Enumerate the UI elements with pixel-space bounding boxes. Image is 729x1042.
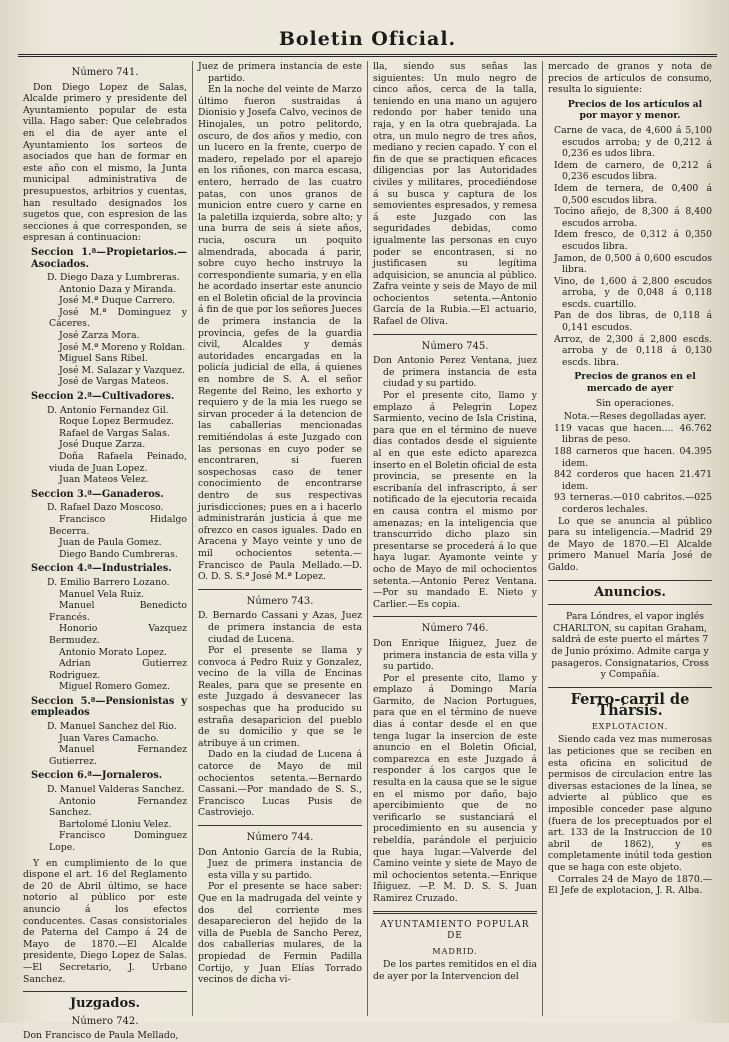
list-item: Honorio Vazquez Bermudez. xyxy=(49,623,187,646)
section-2-names xyxy=(23,405,187,486)
notice-number-745: Número 745. xyxy=(421,340,489,352)
notice-742-heading: Juez de primera instancia de este partido. xyxy=(198,61,362,84)
ayuntamiento-body: De los partes remitidos en el dia de ayer por la Intervencion del xyxy=(373,959,537,982)
list-item: Doña Rafaela Peinado, viuda de Juan Lopez. xyxy=(49,451,187,474)
section-4-names xyxy=(23,577,187,693)
section-1-heading: Seccion 1.ª—Propietarios.—Asociados. xyxy=(31,246,187,270)
prices-list xyxy=(548,125,712,368)
divider xyxy=(548,580,712,581)
list-item: Manuel Fernandez Gutierrez. xyxy=(49,744,187,767)
notice-743-body: Por el presente se llama y convoca á Pedro Ruiz y Gonzalez, vecino de la villa de Encinas Reales, para que se presente en este Juzgado á desvanecer las sospechas que ha producido su estraña desaparicion del pueblo de su domicilio y que se le atribuye á un crimen. xyxy=(198,645,362,749)
ayuntamiento-heading: AYUNTAMIENTO POPULAR DE xyxy=(380,919,530,942)
list-item: D. Emilio Barrero Lozano. xyxy=(47,576,170,588)
notice-746-heading: Don Enrique Iñiguez, Juez de primera instancia de esta villa y su partido. xyxy=(373,637,537,673)
list-item: Arroz, de 2,300 á 2,800 escds. arroba y de 0,118 á 0,130 escds. libra. xyxy=(554,333,712,368)
notice-741-intro: Don Diego Lopez de Salas, Alcalde primero y presidente del Ayuntamiento popular de esta villa. Hago saber: Que celebrados en el dia de ayer ante el Ayuntamiento los sorteos de asociados que han de formar en este año con el mismo, la Junta municipal administrativa de presupuestos, arbitrios y cuentas, han resultado designados los sugetos que, con espresion de las secciones á que corresponden, se espresan á continuacion: xyxy=(23,81,187,244)
notice-746-body: Por el presente cito, llamo y emplazo á Domingo María Garmito, de Nacion Portugues, para que en el término de nueve dias á contar desde el en que tenga lugar la insercion de este anuncio en el Boletin Oficial, comparezca en este Juzgado á responder á los cargos que le resulta en la causa que se le sigue en el mismo por daño, bajo apercibimiento que de no verificarlo se sustanciará el procedimiento en su ausencia y rebeldía, parándole el perjuicio que haya lugar.—Valverde del Camino veinte y siete de Mayo de mil ochocientos setenta.—Enrique Iñiguez. —P. M. D. S. S. Juan Ramirez Cruzado. xyxy=(373,672,537,904)
notice-745-body: Por el presente cito, llamo y emplazo á Pelegrin Lopez Sarmiento, vecino de Isla Cristina, para que en el término de nueve dias contados desde el siguiente al en que este edicto aparezca inserto en el Boletin oficial de esta provincia, se presente en la escribanía del infrascripto, á ser notificado de la ejecutoria recaida en causa contra el mismo por amenazas; en la inteligencia que transcurrido dicho plazo sin presentarse se procederá á lo que haya lugar. Ayamonte veinte y ocho de Mayo de mil ochocientos setenta.—Antonio Perez Ventana.—Por su mandado E. Nieto y Carlier.—Es copia. xyxy=(373,390,537,610)
list-item: José Zarza Mora. xyxy=(59,330,140,342)
list-item: José M. Salazar y Vazquez. xyxy=(59,364,186,376)
list-item: José de Vargas Mateos. xyxy=(59,376,169,388)
notice-745-heading: Don Antonio Perez Ventana, juez de primera instancia de esta ciudad y su partido. xyxy=(373,355,537,390)
list-item: 93 terneras.—010 cabritos.—025 corderos lechales. xyxy=(554,492,712,515)
notice-number-746: Número 746. xyxy=(421,623,489,635)
list-item: Miguel Romero Gomez. xyxy=(59,681,170,693)
section-5-names xyxy=(23,721,187,767)
list-item: Miguel Sans Ribel. xyxy=(59,353,148,365)
divider xyxy=(23,991,187,992)
section-title-anuncios: Anuncios. xyxy=(594,584,666,600)
list-item: D. Rafael Dazo Moscoso. xyxy=(47,502,164,514)
section-5-heading: Seccion 5.ª—Pensionistas y empleados xyxy=(31,695,187,719)
list-item: Jamon, de 0,500 á 0,600 escudos libra. xyxy=(554,252,712,276)
list-item: Carne de vaca, de 4,600 á 5,100 escudos arroba; y de 0,212 á 0,236 es udos libra. xyxy=(554,124,712,160)
no-operations: Sin operaciones. xyxy=(595,397,675,409)
list-item: 188 carneros que hacen. 04.395 idem. xyxy=(554,446,712,469)
list-item: Idem de ternera, de 0,400 á 0,500 escudos libra. xyxy=(554,182,712,206)
list-item: Rafael de Vargas Salas. xyxy=(59,427,170,439)
divider xyxy=(373,334,537,335)
section-1-names xyxy=(23,272,187,388)
section-4-heading: Seccion 4.ª—Industriales. xyxy=(31,563,172,575)
list-item: Antonio Daza y Miranda. xyxy=(59,283,177,295)
divider xyxy=(373,616,537,617)
list-item: Idem de carnero, de 0,212 á 0,236 escudos libra. xyxy=(554,159,712,183)
list-item: Adrian Gutierrez Rodriguez. xyxy=(49,658,187,681)
divider xyxy=(548,604,712,605)
list-item: Manuel Benedicto Francés. xyxy=(49,600,187,623)
notice-743-heading: D. Bernardo Cassani y Azas, Juez de primera instancia de esta ciudad de Lucena. xyxy=(198,610,362,645)
section-3-heading: Seccion 3.ª—Ganaderos. xyxy=(31,488,164,500)
list-item: Juan Mateos Velez. xyxy=(59,474,149,486)
notice-743-closing: Dado en la ciudad de Lucena á catorce de Mayo de mil ochocientos setenta.—Bernardo Cassani.—Por mandado de S. S., Francisco Lucas Pusis de Castroviejo. xyxy=(198,749,362,819)
notice-744-body: Por el presente se hace saber: Que en la madrugada del veinte y dos del corriente mes desaparecieron del hejido de la villa de Puebla de Sancho Perez, dos caballerias mulares, de la propiedad de Fermin Padilla Cortijo, y Juan Elías Torrado vecinos de dicha vi- xyxy=(198,881,362,986)
masthead: Boletin Oficial. xyxy=(278,28,457,50)
list-item: Antonio Morato Lopez. xyxy=(59,646,168,658)
section-2-heading: Seccion 2.ª—Cultivadores. xyxy=(31,391,175,403)
section-3-names xyxy=(23,502,187,560)
column-4 xyxy=(543,61,717,1016)
list-item: Vino, de 1,600 á 2,800 escudos arroba, y de 0,048 á 0,118 escds. cuartillo. xyxy=(554,275,712,310)
column-1 xyxy=(18,61,193,1042)
list-item: Roque Lopez Bermudez. xyxy=(59,416,174,428)
list-item: D. Manuel Sanchez del Rio. xyxy=(47,721,177,733)
list-item: D. Manuel Valderas Sanchez. xyxy=(47,784,185,796)
slaughter-list xyxy=(548,423,712,516)
section-6-names xyxy=(23,784,187,854)
ayuntamiento-city: MADRID. xyxy=(432,946,478,956)
railway-subtitle: EXPLOTACION. xyxy=(591,721,669,731)
list-item: D. Antonio Fernandez Gil. xyxy=(47,404,169,416)
grain-prices-title: Precios de granos en el mercado de ayer xyxy=(574,371,696,395)
railway-signature: Corrales 24 de Mayo de 1870.—El Jefe de explotacion, J. R. Alba. xyxy=(548,873,712,897)
divider xyxy=(198,825,362,826)
slaughter-title: Nota.—Reses degolladas ayer. xyxy=(563,411,707,423)
notice-741-closing: Y en cumplimiento de lo que dispone el art. 16 del Reglamento de 20 de Abril último, se hace notorio al público por este anuncio á los efectos conducentes. Casas consistoriales de Paterna del Campo á 24 de Mayo de 1870.—El Alcalde presidente, Diego Lopez de Salas.—El Secretario, J. Urbano Sanchez. xyxy=(23,857,187,985)
list-item: 119 vacas que hacen.... 46.762 libras de peso. xyxy=(554,422,712,446)
divider xyxy=(548,687,712,688)
list-item: José M.ª Moreno y Roldan. xyxy=(59,341,186,353)
notice-744-heading: Don Antonio García de la Rubia, Juez de primera instancia de esta villa y su partido. xyxy=(198,846,362,881)
notice-number-744: Número 744. xyxy=(246,832,314,843)
section-title-juzgados: Juzgados. xyxy=(69,996,141,1012)
list-item: Antonio Fernandez Sanchez. xyxy=(49,795,187,819)
notice-742-body: En la noche del veinte de Marzo último fueron sustraidas á Dionisio y Josefa Calvo, vecinos de Hinojales, un potro pelitordo, oscuro, de dos años y medio, con un lucero en la frente, cuerpo de madero, repelado por el aparejo en los riñones, con marca escasa, entero, herrado de las cuatro patas, con unos granos de municion entre cuero y carne en la paletilla izquierda, sobre alto; y una burra de seis á siete años, rucia, oscura un poquito almendrada, abocada á parir, sobre cuyo hecho instruyo la correspondiente sumaria, y en ella he acordado insertar este anuncio en el Boletin oficial de la provincia á fin de que por los señores Jueces de primera instancia de la provincia, gefes de la guardia civil, Alcaldes y demás autoridades encargadas en la policía judicial de ella, á quienes en nombre de S. A. el señor Regente del Reino, les exhorto y requiero y de la mia les ruego se sirvan proceder á la detencion de las caballerias mencionadas remitiéndolas á este Juzgado con las personas en cuyo poder se encontraren, si fueren sospechosas caso de tener conocimiento de encontrarse dentro de sus respectivas jurisdicciones; pues en a i hacerlo administrarán justicia á que me ofrezco en casos iguales. Dado en Aracena y Mayo veinte y uno de mil ochocientos setenta.—Francisco de Paula Mellado.—D. O. D. S. S.ª José M.ª Lopez. xyxy=(198,84,362,583)
list-item: Juan Vares Camacho. xyxy=(59,732,159,744)
divider xyxy=(198,589,362,590)
ship-advert: Para Lóndres, el vapor inglés CHARLTON, su capitan Graham, saldrá de este puerto el mártes 7 de Junio próximo. Admite carga y pasageros. Consignatarios, Cross y Compañía. xyxy=(551,611,709,681)
column-2 xyxy=(193,61,368,1016)
column-3 xyxy=(368,61,543,1016)
railway-title: Ferro-carril de Thársis. xyxy=(570,690,690,720)
list-item: Bartolomé Lloniu Velez. xyxy=(59,818,172,830)
list-item: Juan de Paula Gomez. xyxy=(59,537,162,549)
notice-number-741: Número 741. xyxy=(71,67,139,78)
section-6-heading: Seccion 6.ª—Jornaleros. xyxy=(31,770,163,782)
divider xyxy=(373,911,537,914)
notice-number-742: Número 742. xyxy=(71,1015,139,1027)
list-item: Francisco Dominguez Lope. xyxy=(49,830,187,853)
list-item: José M.ª Duque Carrero. xyxy=(59,295,176,307)
list-item: Diego Bando Cumbreras. xyxy=(59,548,178,560)
list-item: Pan de dos libras, de 0,118 á 0,141 escudos. xyxy=(554,310,712,334)
notice-744-continued: lla, siendo sus señas las siguientes: Un mulo negro de cinco años, cerca de la talla, teniendo en una mano un agujero redondo por haber tenido una raja, y en la otra quebrajada. La otra, un mulo negro de tres años, mediano y recien capado. Y con el fin de que se practiquen eficaces diligencias por las Autoridades civiles y militares, procediéndose á su busca y captura de los semovientes espresados, y remesa á este Juzgado con las seguridades debidas, como igualmente las personas en cuyo poder se encontrasen, si no justificasen su legítima adquisicion, se anuncia al público. Zafra veinte y seis de Mayo de mil ochocientos setenta.—Antonio García de la Rubia.—El actuario, Rafael de Oliva. xyxy=(373,61,537,328)
ayuntamiento-closing: Lo que se anuncia al público para su inteligencia.—Madrid 29 de Mayo de 1870.—El Alcalde primero Manuel María José de Galdo. xyxy=(548,515,712,573)
ayuntamiento-continued: mercado de granos y nota de precios de artículos de consumo, resulta lo siguiente: xyxy=(548,61,712,96)
list-item: Tocino añejo, de 8,300 á 8,400 escudos arroba. xyxy=(554,206,712,229)
list-item: Manuel Vela Ruiz. xyxy=(59,588,145,600)
list-item: D. Diego Daza y Lumbreras. xyxy=(47,272,180,284)
list-item: 842 corderos que hacen 21.471 idem. xyxy=(554,469,712,492)
railway-notice: Siendo cada vez mas numerosas las peticiones que se reciben en esta oficina en solicitud de permisos de circulacion entre las diversas estaciones de la línea, se advierte al público que es imposible conceder pase alguno (fuera de los preceptuados por el art. 133 de la Instruccion de 10 abril de 1862), y es completamente inútil toda gestion que se haga con este objeto. xyxy=(548,734,712,873)
top-rule xyxy=(18,54,717,57)
prices-title: Precios de los artículos al por mayor y menor. xyxy=(567,98,703,122)
notice-number-743: Número 743. xyxy=(246,595,314,607)
list-item: José Duque Zarza. xyxy=(59,439,146,451)
columns xyxy=(18,61,717,1042)
list-item: José M.ª Dominguez y Cáceres. xyxy=(49,306,187,330)
list-item: Francisco Hidalgo Becerra. xyxy=(49,513,187,537)
notice-742-text: Don Francisco de Paula Mellado, xyxy=(23,1030,179,1042)
list-item: Idem fresco, de 0,312 á 0,350 escudos libra. xyxy=(554,229,712,252)
